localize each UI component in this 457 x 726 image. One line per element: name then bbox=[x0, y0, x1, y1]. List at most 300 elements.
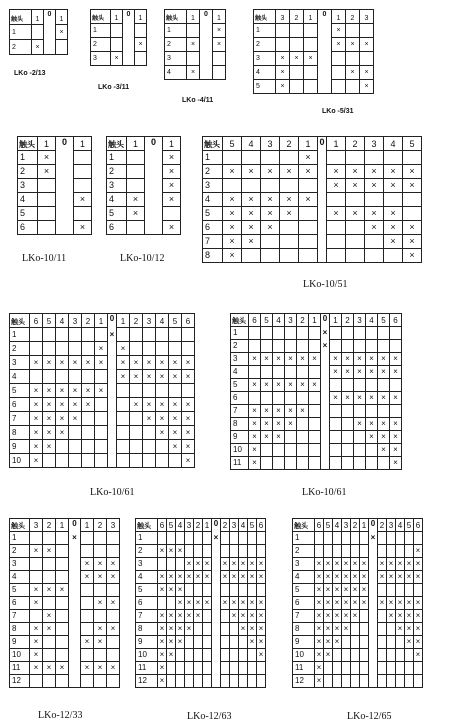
open-cell bbox=[315, 545, 324, 558]
closed-mark: × bbox=[276, 66, 290, 80]
open-cell bbox=[346, 249, 365, 263]
left-position-header: 2 bbox=[43, 519, 56, 532]
open-cell bbox=[107, 610, 120, 623]
contact-number: 5 bbox=[203, 207, 223, 221]
right-position-header: 1 bbox=[81, 519, 94, 532]
closed-mark: × bbox=[30, 584, 43, 597]
open-cell bbox=[297, 418, 309, 431]
contact-row bbox=[10, 426, 195, 440]
open-cell bbox=[167, 662, 176, 675]
contact-row bbox=[203, 235, 422, 249]
open-cell bbox=[194, 649, 203, 662]
contact-table-grid bbox=[202, 136, 422, 263]
open-cell bbox=[405, 584, 414, 597]
closed-mark: × bbox=[403, 179, 422, 193]
open-cell bbox=[239, 649, 248, 662]
zero-cell bbox=[369, 558, 378, 571]
zero-cell bbox=[369, 649, 378, 662]
open-cell bbox=[360, 24, 374, 38]
closed-mark: × bbox=[378, 571, 387, 584]
right-position-header: 2 bbox=[378, 519, 387, 532]
open-cell bbox=[56, 610, 69, 623]
right-position-header: 2 bbox=[94, 519, 107, 532]
contact-number: 1 bbox=[254, 24, 276, 38]
open-cell bbox=[143, 426, 156, 440]
open-cell bbox=[158, 532, 167, 545]
open-cell bbox=[203, 675, 212, 688]
right-position-header: 3 bbox=[143, 314, 156, 328]
closed-mark: × bbox=[280, 193, 299, 207]
open-cell bbox=[366, 340, 378, 353]
left-position-header: 2 bbox=[82, 314, 95, 328]
open-cell bbox=[366, 444, 378, 457]
closed-mark: × bbox=[194, 597, 203, 610]
closed-mark: × bbox=[239, 558, 248, 571]
closed-mark: × bbox=[360, 558, 369, 571]
open-cell bbox=[342, 379, 354, 392]
contact-row bbox=[10, 558, 120, 571]
contact-row bbox=[18, 221, 92, 235]
zero-cell bbox=[212, 597, 221, 610]
closed-mark: × bbox=[167, 623, 176, 636]
zero-cell bbox=[212, 558, 221, 571]
closed-mark: × bbox=[223, 221, 242, 235]
closed-mark: × bbox=[69, 384, 82, 398]
contact-row bbox=[107, 165, 181, 179]
closed-mark: × bbox=[405, 571, 414, 584]
open-cell bbox=[342, 662, 351, 675]
open-cell bbox=[248, 545, 257, 558]
closed-mark: × bbox=[324, 558, 333, 571]
open-cell bbox=[82, 454, 95, 468]
open-cell bbox=[405, 545, 414, 558]
open-cell bbox=[130, 384, 143, 398]
open-cell bbox=[56, 40, 68, 55]
open-cell bbox=[81, 610, 94, 623]
contact-row bbox=[10, 454, 195, 468]
contact-header-label: 触头 bbox=[293, 519, 315, 532]
contact-number: 4 bbox=[293, 571, 315, 584]
open-cell bbox=[167, 675, 176, 688]
closed-mark: × bbox=[273, 418, 285, 431]
open-cell bbox=[95, 454, 108, 468]
closed-mark: × bbox=[30, 398, 43, 412]
closed-mark: × bbox=[107, 597, 120, 610]
contact-number: 8 bbox=[10, 623, 30, 636]
closed-mark: × bbox=[351, 558, 360, 571]
closed-mark: × bbox=[176, 597, 185, 610]
open-cell bbox=[117, 328, 130, 342]
closed-mark: × bbox=[81, 636, 94, 649]
open-cell bbox=[366, 379, 378, 392]
open-cell bbox=[351, 662, 360, 675]
open-cell bbox=[342, 545, 351, 558]
closed-mark: × bbox=[107, 571, 120, 584]
open-cell bbox=[332, 80, 346, 94]
open-cell bbox=[194, 662, 203, 675]
open-cell bbox=[127, 165, 145, 179]
closed-mark: × bbox=[354, 366, 366, 379]
contact-number: 2 bbox=[91, 38, 111, 52]
open-cell bbox=[354, 340, 366, 353]
contact-header-label: 触头 bbox=[165, 10, 187, 24]
closed-mark: × bbox=[346, 207, 365, 221]
contact-number: 12 bbox=[293, 675, 315, 688]
contact-row bbox=[10, 597, 120, 610]
open-cell bbox=[378, 545, 387, 558]
open-cell bbox=[117, 426, 130, 440]
closed-mark: × bbox=[396, 597, 405, 610]
open-cell bbox=[81, 584, 94, 597]
closed-mark: × bbox=[351, 597, 360, 610]
contact-number: 3 bbox=[91, 52, 111, 66]
open-cell bbox=[43, 370, 56, 384]
closed-mark: × bbox=[242, 193, 261, 207]
open-cell bbox=[143, 440, 156, 454]
open-cell bbox=[163, 207, 181, 221]
open-cell bbox=[95, 398, 108, 412]
contact-number: 9 bbox=[10, 636, 30, 649]
contact-number: 3 bbox=[231, 353, 249, 366]
closed-mark: × bbox=[111, 52, 123, 66]
table-caption: LKo -2/13 bbox=[14, 70, 46, 77]
right-position-header: 1 bbox=[327, 137, 346, 151]
contact-row bbox=[10, 40, 68, 55]
zero-cell bbox=[212, 584, 221, 597]
contact-number: 2 bbox=[10, 545, 30, 558]
open-cell bbox=[390, 327, 402, 340]
closed-mark: × bbox=[273, 431, 285, 444]
left-position-header: 1 bbox=[56, 519, 69, 532]
open-cell bbox=[330, 379, 342, 392]
open-cell bbox=[156, 328, 169, 342]
open-cell bbox=[273, 457, 285, 470]
closed-mark: × bbox=[143, 412, 156, 426]
open-cell bbox=[194, 584, 203, 597]
closed-mark: × bbox=[405, 558, 414, 571]
contact-row bbox=[10, 398, 195, 412]
open-cell bbox=[230, 545, 239, 558]
contact-number: 7 bbox=[203, 235, 223, 249]
open-cell bbox=[403, 207, 422, 221]
zero-cell bbox=[321, 405, 330, 418]
right-position-header: 3 bbox=[230, 519, 239, 532]
closed-mark: × bbox=[390, 444, 402, 457]
open-cell bbox=[387, 545, 396, 558]
contact-number: 5 bbox=[254, 80, 276, 94]
closed-mark: × bbox=[74, 221, 92, 235]
contact-row bbox=[293, 675, 423, 688]
open-cell bbox=[43, 571, 56, 584]
closed-mark: × bbox=[194, 571, 203, 584]
closed-mark: × bbox=[346, 165, 365, 179]
open-cell bbox=[360, 675, 369, 688]
contact-number: 7 bbox=[293, 610, 315, 623]
contact-number: 7 bbox=[10, 610, 30, 623]
contact-table-grid bbox=[230, 313, 402, 470]
contact-number: 3 bbox=[18, 179, 38, 193]
contact-number: 3 bbox=[10, 558, 30, 571]
closed-mark: × bbox=[182, 398, 195, 412]
closed-mark: × bbox=[185, 558, 194, 571]
contact-number: 5 bbox=[10, 584, 30, 597]
closed-mark: × bbox=[366, 353, 378, 366]
open-cell bbox=[396, 636, 405, 649]
left-position-header: 3 bbox=[261, 137, 280, 151]
open-cell bbox=[203, 545, 212, 558]
contact-table-grid bbox=[9, 9, 68, 55]
closed-mark: × bbox=[354, 392, 366, 405]
right-position-header: 5 bbox=[405, 519, 414, 532]
open-cell bbox=[81, 675, 94, 688]
open-cell bbox=[365, 193, 384, 207]
closed-mark: × bbox=[297, 353, 309, 366]
contact-number: 4 bbox=[107, 193, 127, 207]
left-position-header: 1 bbox=[95, 314, 108, 328]
closed-mark: × bbox=[163, 151, 181, 165]
open-cell bbox=[169, 384, 182, 398]
contact-table-grid bbox=[164, 9, 226, 80]
closed-mark: × bbox=[378, 366, 390, 379]
closed-mark: × bbox=[365, 165, 384, 179]
contact-row bbox=[231, 379, 402, 392]
contact-row bbox=[254, 24, 374, 38]
closed-mark: × bbox=[360, 597, 369, 610]
left-position-header: 4 bbox=[333, 519, 342, 532]
closed-mark: × bbox=[333, 584, 342, 597]
open-cell bbox=[221, 532, 230, 545]
contact-header-label: 触头 bbox=[91, 10, 111, 24]
open-cell bbox=[327, 249, 346, 263]
closed-mark: × bbox=[107, 623, 120, 636]
closed-mark: × bbox=[257, 610, 266, 623]
right-position-header: 1 bbox=[330, 314, 342, 327]
contact-row bbox=[10, 328, 195, 342]
contact-table-lk10-11 bbox=[17, 136, 92, 235]
closed-mark: × bbox=[249, 444, 261, 457]
open-cell bbox=[130, 426, 143, 440]
contact-number: 3 bbox=[10, 356, 30, 370]
open-cell bbox=[273, 392, 285, 405]
contact-row bbox=[203, 179, 422, 193]
closed-mark: × bbox=[387, 597, 396, 610]
open-cell bbox=[169, 328, 182, 342]
closed-mark: × bbox=[30, 454, 43, 468]
closed-mark: × bbox=[185, 610, 194, 623]
closed-mark: × bbox=[81, 558, 94, 571]
open-cell bbox=[81, 649, 94, 662]
open-cell bbox=[69, 440, 82, 454]
contact-row bbox=[10, 662, 120, 675]
open-cell bbox=[299, 179, 318, 193]
zero-cell bbox=[369, 571, 378, 584]
right-position-header: 2 bbox=[221, 519, 230, 532]
contact-number: 9 bbox=[293, 636, 315, 649]
closed-mark: × bbox=[384, 207, 403, 221]
closed-mark: × bbox=[187, 38, 200, 52]
open-cell bbox=[354, 379, 366, 392]
open-cell bbox=[414, 675, 423, 688]
contact-number: 6 bbox=[10, 597, 30, 610]
zero-position-header: 0 bbox=[369, 519, 378, 532]
open-cell bbox=[127, 179, 145, 193]
open-cell bbox=[249, 392, 261, 405]
left-position-header: 1 bbox=[203, 519, 212, 532]
open-cell bbox=[396, 649, 405, 662]
contact-number: 5 bbox=[293, 584, 315, 597]
zero-position-header: 0 bbox=[321, 314, 330, 327]
open-cell bbox=[182, 342, 195, 356]
closed-mark: × bbox=[223, 235, 242, 249]
open-cell bbox=[261, 457, 273, 470]
open-cell bbox=[185, 675, 194, 688]
open-cell bbox=[74, 165, 92, 179]
closed-mark: × bbox=[315, 610, 324, 623]
closed-mark: × bbox=[239, 610, 248, 623]
closed-mark: × bbox=[332, 24, 346, 38]
closed-mark: × bbox=[342, 558, 351, 571]
closed-mark: × bbox=[249, 405, 261, 418]
zero-position-header: 0 bbox=[212, 519, 221, 532]
open-cell bbox=[342, 675, 351, 688]
closed-mark: × bbox=[327, 179, 346, 193]
open-cell bbox=[342, 444, 354, 457]
contact-number: 1 bbox=[107, 151, 127, 165]
zero-position-header: 0 bbox=[69, 519, 81, 532]
open-cell bbox=[117, 398, 130, 412]
closed-mark: × bbox=[130, 370, 143, 384]
open-cell bbox=[82, 426, 95, 440]
zero-cell bbox=[212, 623, 221, 636]
contact-row bbox=[91, 38, 147, 52]
closed-mark: × bbox=[276, 52, 290, 66]
open-cell bbox=[69, 370, 82, 384]
open-cell bbox=[82, 440, 95, 454]
open-cell bbox=[309, 366, 321, 379]
closed-mark: × bbox=[366, 431, 378, 444]
open-cell bbox=[156, 454, 169, 468]
open-cell bbox=[187, 24, 200, 38]
table-caption: LKo-10/61 bbox=[302, 487, 347, 498]
open-cell bbox=[330, 405, 342, 418]
closed-mark: × bbox=[354, 418, 366, 431]
contact-row bbox=[293, 571, 423, 584]
open-cell bbox=[194, 532, 203, 545]
zero-cell bbox=[321, 366, 330, 379]
contact-number: 3 bbox=[293, 558, 315, 571]
open-cell bbox=[30, 610, 43, 623]
open-cell bbox=[156, 440, 169, 454]
open-cell bbox=[43, 558, 56, 571]
open-cell bbox=[309, 405, 321, 418]
contact-row bbox=[136, 662, 266, 675]
open-cell bbox=[366, 327, 378, 340]
closed-mark: × bbox=[56, 662, 69, 675]
contact-number: 6 bbox=[203, 221, 223, 235]
closed-mark: × bbox=[94, 558, 107, 571]
closed-mark: × bbox=[182, 370, 195, 384]
closed-mark: × bbox=[342, 623, 351, 636]
contact-row bbox=[203, 151, 422, 165]
contact-row bbox=[165, 52, 226, 66]
contact-number: 11 bbox=[136, 662, 158, 675]
contact-number: 4 bbox=[10, 571, 30, 584]
zero-cell bbox=[369, 623, 378, 636]
left-position-header: 3 bbox=[285, 314, 297, 327]
table-caption: LKo -4/11 bbox=[182, 97, 214, 104]
table-caption: LKo -5/31 bbox=[322, 108, 354, 115]
closed-mark: × bbox=[261, 405, 273, 418]
zero-cell bbox=[321, 379, 330, 392]
open-cell bbox=[384, 193, 403, 207]
closed-mark: × bbox=[82, 384, 95, 398]
zero-cell bbox=[56, 193, 74, 207]
open-cell bbox=[327, 193, 346, 207]
open-cell bbox=[221, 610, 230, 623]
closed-mark: × bbox=[387, 571, 396, 584]
right-position-header: 4 bbox=[384, 137, 403, 151]
contact-number: 7 bbox=[231, 405, 249, 418]
closed-mark: × bbox=[384, 179, 403, 193]
closed-mark: × bbox=[169, 370, 182, 384]
left-position-header: 3 bbox=[342, 519, 351, 532]
closed-mark: × bbox=[261, 353, 273, 366]
closed-mark: × bbox=[176, 623, 185, 636]
closed-mark: × bbox=[239, 623, 248, 636]
contact-number: 1 bbox=[231, 327, 249, 340]
open-cell bbox=[342, 457, 354, 470]
closed-mark: × bbox=[156, 412, 169, 426]
closed-mark: × bbox=[342, 597, 351, 610]
closed-mark: × bbox=[290, 52, 304, 66]
open-cell bbox=[30, 675, 43, 688]
right-position-header: 3 bbox=[365, 137, 384, 151]
zero-position-header: 0 bbox=[318, 137, 327, 151]
closed-mark: × bbox=[158, 649, 167, 662]
closed-mark: × bbox=[366, 366, 378, 379]
closed-mark: × bbox=[130, 398, 143, 412]
zero-cell bbox=[321, 431, 330, 444]
closed-mark: × bbox=[414, 623, 423, 636]
left-position-header: 1 bbox=[111, 10, 123, 24]
contact-row bbox=[136, 545, 266, 558]
open-cell bbox=[176, 662, 185, 675]
closed-mark: × bbox=[403, 165, 422, 179]
contact-row bbox=[231, 444, 402, 457]
open-cell bbox=[342, 431, 354, 444]
contact-number: 10 bbox=[10, 649, 30, 662]
contact-row bbox=[136, 584, 266, 597]
closed-mark: × bbox=[176, 571, 185, 584]
closed-mark: × bbox=[156, 356, 169, 370]
contact-table-lk10-61a bbox=[9, 313, 195, 468]
open-cell bbox=[56, 370, 69, 384]
closed-mark: × bbox=[223, 165, 242, 179]
closed-mark: × bbox=[414, 649, 423, 662]
table-caption: LKo-10/11 bbox=[22, 253, 67, 264]
open-cell bbox=[257, 675, 266, 688]
closed-mark: × bbox=[167, 649, 176, 662]
closed-mark: × bbox=[330, 366, 342, 379]
open-cell bbox=[81, 623, 94, 636]
closed-mark: × bbox=[239, 571, 248, 584]
open-cell bbox=[396, 532, 405, 545]
open-cell bbox=[185, 545, 194, 558]
zero-position-header: 0 bbox=[318, 10, 332, 24]
zero-cell bbox=[369, 597, 378, 610]
open-cell bbox=[332, 52, 346, 66]
closed-mark: × bbox=[309, 353, 321, 366]
